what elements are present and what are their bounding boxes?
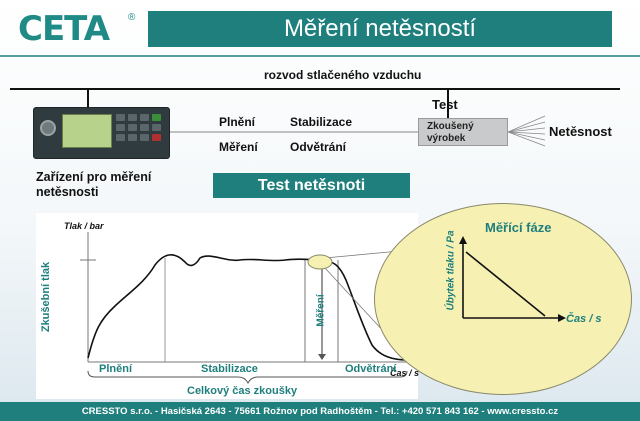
phase-venting-label: Odvětrání <box>290 140 347 154</box>
air-supply-label: rozvod stlačeného vzduchu <box>264 68 422 82</box>
device-label: Zařízení pro měření netěsnosti <box>36 170 152 199</box>
phase-stabilization-axis-label: Stabilizace <box>201 363 258 375</box>
footer-contact: CRESSTO s.r.o. - Hasičská 2643 - 75661 Rožnov pod Radhoštěm - Tel.: +420 571 843 162 - www.cressto.cz <box>0 402 640 421</box>
detail-title: Měřící fáze <box>485 220 552 235</box>
phase-fill-label: Plnění <box>219 115 256 129</box>
y-axis-label: Tlak / bar <box>64 221 104 231</box>
phase-venting-axis-label: Odvětrání <box>345 363 397 375</box>
total-time-label: Celkový čas zkoušky <box>187 385 298 397</box>
detail-x-label: Čas / s <box>566 313 602 325</box>
test-label: Test <box>432 97 458 112</box>
logo-text: CETA <box>18 9 110 49</box>
page-title: Měření netěsností <box>148 11 612 47</box>
phase-stabilization-label: Stabilizace <box>290 115 353 129</box>
leak-label: Netěsnost <box>549 124 612 139</box>
detail-y-label: Úbytek tlaku / Pa <box>445 230 457 311</box>
tested-product-box: Zkoušený výrobek <box>418 118 508 146</box>
phase-fill-axis-label: Plnění <box>99 363 133 375</box>
test-pressure-label: Zkušební tlak <box>40 261 52 333</box>
x-axis-label: Čas / s <box>390 368 420 378</box>
detail-x-arrow <box>558 314 566 322</box>
subtitle-test-banner: Test netěsnoti <box>213 173 410 198</box>
detail-y-arrow <box>459 236 467 244</box>
phase-measure-label: Měření <box>219 140 258 154</box>
logo-registered-mark: ® <box>128 12 136 23</box>
pressure-drop-line <box>466 252 545 316</box>
measure-vertical-label: Měření <box>315 294 327 327</box>
